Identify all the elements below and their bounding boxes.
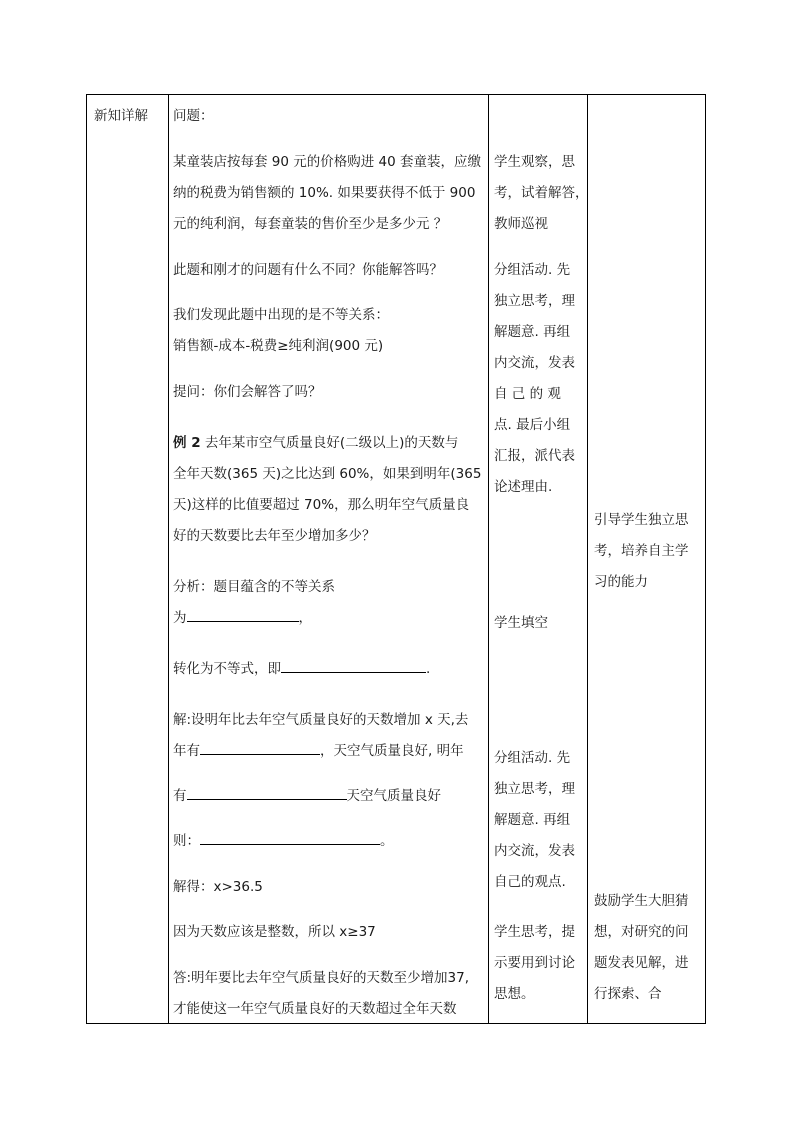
- column-divider-3: [587, 95, 588, 1023]
- activity-a-2: 考，试着解答，: [494, 185, 589, 201]
- activity-b-8: 论述理由.: [494, 479, 553, 495]
- activity-d-1: 分组活动. 先: [494, 750, 571, 766]
- prompt-question: 提问：你们会解答了吗？: [173, 384, 322, 400]
- solution-suffix-3: 天空气质量良好: [346, 788, 441, 804]
- analysis-prefix: 为: [173, 610, 187, 626]
- solution-prefix-3: 有: [173, 788, 187, 804]
- activity-e-3: 思想。: [494, 986, 535, 1002]
- example-line-1: [173, 431, 458, 451]
- activity-a-3: 教师巡视: [494, 216, 548, 232]
- intent-b-3: 题发表见解，进: [594, 955, 689, 971]
- example-line-3: 天)这样的比值要超过 70%，那么明年空气质量良: [173, 497, 470, 513]
- activity-b-6: 点. 最后小组: [494, 417, 571, 433]
- problem-line-1: 某童装店按每套 90 元的价格购进 40 套童装，应缴: [173, 154, 482, 170]
- solution-line-3: [173, 784, 441, 804]
- intent-a-2: 考，培养自主学: [594, 543, 689, 559]
- answer-blank-next-year: [187, 787, 347, 800]
- activity-b-7: 汇报，派代表: [494, 448, 575, 464]
- column-divider-1: [168, 95, 169, 1023]
- problem-heading: 问题：: [173, 108, 214, 124]
- activity-d-5: 自己的观点.: [494, 874, 566, 890]
- solution-line-4: [173, 829, 394, 849]
- example-line-4: 好的天数要比去年至少增加多少？: [173, 528, 376, 544]
- activity-e-2: 示要用到讨论: [494, 955, 575, 971]
- solution-suffix-4: 。: [380, 833, 394, 849]
- activity-e-1: 学生思考，提: [494, 924, 575, 940]
- example-label: 例 2: [173, 435, 201, 451]
- activity-c-1: 学生填空: [494, 615, 548, 631]
- activity-d-3: 解题意. 再组: [494, 812, 571, 828]
- example-line-2: 全年天数(365 天)之比达到 60%，如果到明年(365: [173, 466, 482, 482]
- answer-blank-inequality: [281, 660, 426, 673]
- activity-b-5: 自 己 的 观: [494, 386, 561, 402]
- intent-b-2: 想，对研究的问: [594, 924, 689, 940]
- answer-blank-inequality-2: [200, 832, 380, 845]
- convert-suffix: .: [426, 661, 431, 677]
- difference-question: 此题和刚才的问题有什么不同？你能解答吗？: [173, 262, 443, 278]
- problem-line-2: 纳的税费为销售额的 10%. 如果要获得不低于 900: [173, 185, 476, 201]
- solution-prefix-2: 年有: [173, 743, 200, 759]
- solution-line-1: 解:设明年比去年空气质量良好的天数增加 x 天,去: [173, 712, 469, 728]
- solution-result: 解得：x>36.5: [173, 879, 263, 895]
- activity-b-2: 独立思考，理: [494, 293, 575, 309]
- intent-b-1: 鼓励学生大胆猜: [594, 893, 689, 909]
- intent-b-4: 行探索、合: [594, 986, 662, 1002]
- analysis-line-1: 分析：题目蕴含的不等关系: [173, 579, 335, 595]
- answer-line-2: 才能使这一年空气质量良好的天数超过全年天数: [173, 1001, 457, 1017]
- solution-suffix-2: ，天空气质量良好, 明年: [320, 743, 464, 759]
- activity-b-4: 内交流，发表: [494, 355, 575, 371]
- intent-a-3: 习的能力: [594, 574, 648, 590]
- activity-d-2: 独立思考，理: [494, 781, 575, 797]
- inequality-intro: 我们发现此题中出现的是不等关系：: [173, 307, 389, 323]
- solution-prefix-4: 则：: [173, 833, 200, 849]
- convert-line: [173, 657, 430, 677]
- activity-a-1: 学生观察，思: [494, 154, 575, 170]
- answer-blank-relation: [187, 609, 299, 622]
- integer-reasoning: 因为天数应该是整数，所以 x≥37: [173, 924, 376, 940]
- convert-prefix: 转化为不等式，即: [173, 661, 281, 677]
- example-text-1: 去年某市空气质量良好(二级以上)的天数与: [200, 435, 459, 451]
- solution-line-2: [173, 739, 464, 759]
- inequality-relation: 销售额-成本-税费≥纯利润(900 元): [173, 338, 384, 354]
- analysis-line-2: [173, 606, 312, 626]
- analysis-suffix: ，: [298, 610, 312, 626]
- activity-d-4: 内交流，发表: [494, 843, 575, 859]
- section-label: 新知详解: [94, 108, 148, 124]
- column-divider-2: [488, 95, 489, 1023]
- activity-b-1: 分组活动. 先: [494, 262, 571, 278]
- activity-b-3: 解题意. 再组: [494, 324, 571, 340]
- answer-blank-last-year: [200, 742, 320, 755]
- answer-line-1: 答:明年要比去年空气质量良好的天数至少增加37,: [173, 970, 470, 986]
- problem-line-3: 元的纯利润，每套童装的售价至少是多少元 ？: [173, 216, 448, 232]
- intent-a-1: 引导学生独立思: [594, 512, 689, 528]
